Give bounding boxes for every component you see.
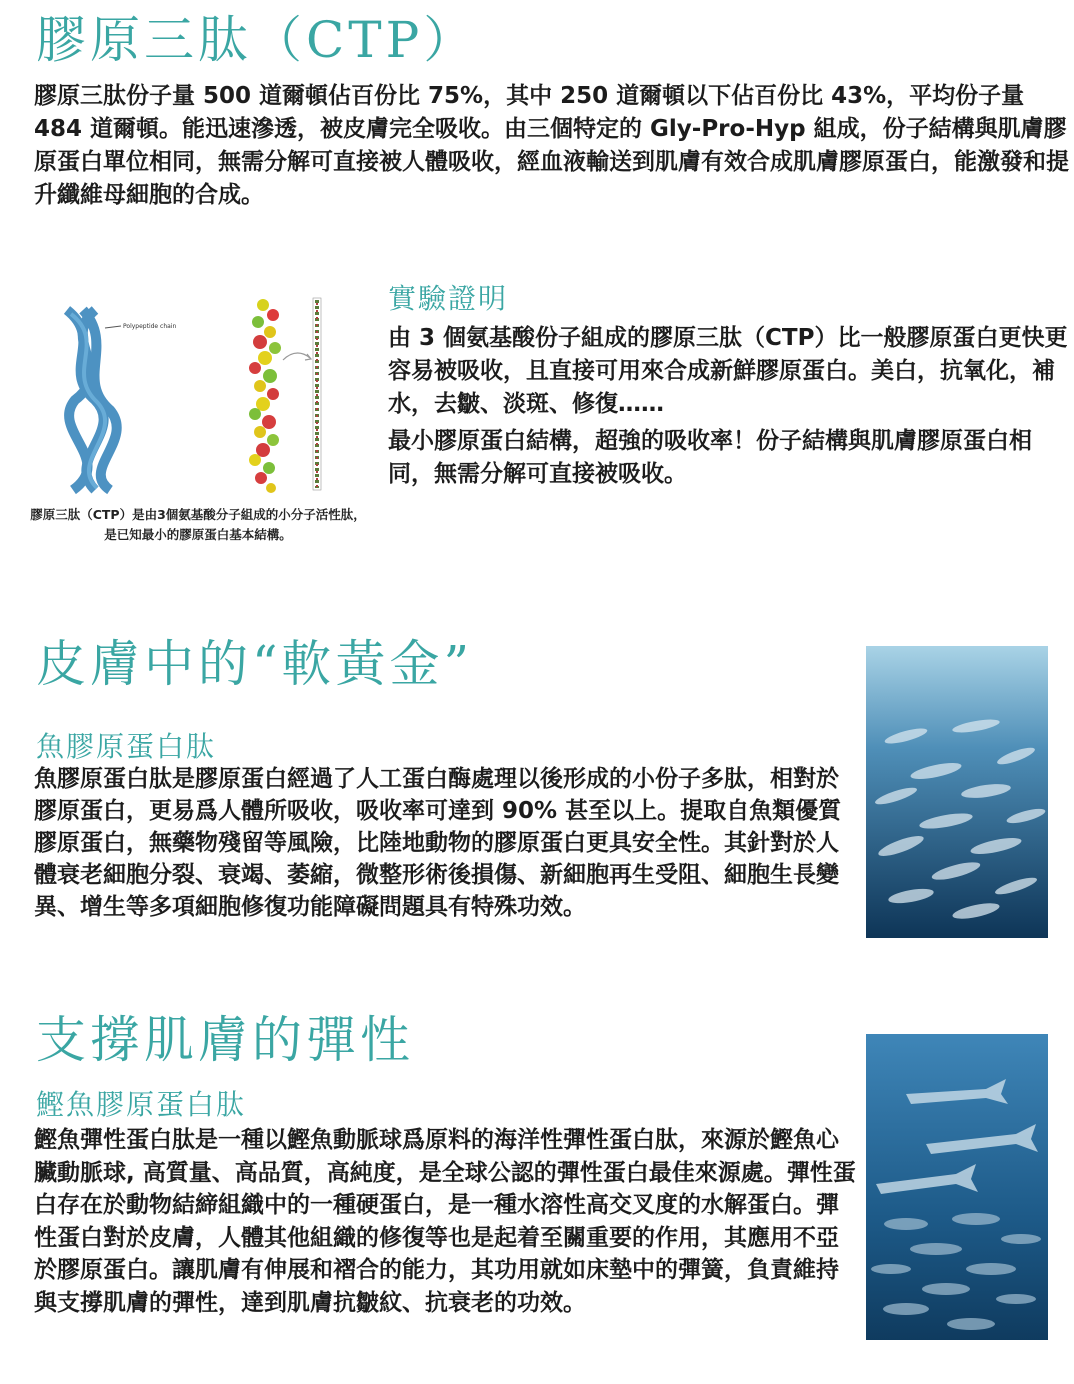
experiment-para-1: 由 3 個氨基酸份子組成的膠原三肽（CTP）比一般膠原蛋白更快更容易被吸收，且直接可用來合成新鮮膠原蛋白。美白，抗氧化，補水，去皺、淡斑、修復……: [388, 325, 1068, 417]
collagen-helix-illustration: [55, 290, 340, 495]
diagram-caption: 膠原三肽（CTP）是由3個氨基酸分子組成的小分子活性肽，是已知最小的膠原蛋白基本結構。: [30, 507, 366, 542]
fish-school-image: [866, 646, 1048, 938]
section2-body-text: 魚膠原蛋白肽是膠原蛋白經過了人工蛋白酶處理以後形成的小份子多肽，相對於膠原蛋白，更易爲人體所吸收，吸收率可達到 90% 甚至以上。提取自魚類優質膠原蛋白，無藥物殘留等風險，比陸地動物的膠原蛋白更具安全性。其針對於人體衰老細胞分裂、衰竭、萎縮，微整形術後損傷、新細胞再生受阻、細胞生長變異、增生等多項細胞修復功能障礙問題具有特殊功效。: [34, 766, 842, 920]
experiment-heading: 實驗證明: [388, 282, 509, 315]
polypeptide-chain-label: Polypeptide chain: [123, 323, 177, 330]
section3-title: 支撐肌膚的彈性: [36, 1011, 414, 1069]
section3-subtitle: 鰹魚膠原蛋白肽: [36, 1088, 247, 1121]
section3-body-text: 鰹魚彈性蛋白肽是一種以鰹魚動脈球爲原料的海洋性彈性蛋白肽，來源於鰹魚心臟動脈球, 高質量、高品質，高純度，是全球公認的彈性蛋白最佳來源處。彈性蛋白存在於動物結締組織中的一種硬蛋白，是一種水溶性高交叉度的水解蛋白。彈性蛋白對於皮膚，人體其他組織的修復等也是起着至關重要的作用，其應用不亞於膠原蛋白。讓肌膚有伸展和褶合的能力，其功用就如床墊中的彈簧，負責維持與支撐肌膚的彈性，達到肌膚抗皺紋、抗衰老的功效。: [34, 1127, 856, 1316]
section3-body: [34, 1124, 859, 1319]
section2-title: 皮膚中的“軟黃金”: [36, 635, 474, 693]
section1-title: 膠原三肽（CTP）: [36, 11, 478, 69]
section2-body: [34, 763, 859, 923]
experiment-body: [388, 322, 1070, 491]
tuna-school-image: [866, 1034, 1048, 1340]
experiment-para-2: 最小膠原蛋白結構，超強的吸收率！份子結構與肌膚膠原蛋白相同，無需分解可直接被吸收。: [388, 428, 1032, 487]
section1-body-text: 膠原三肽份子量 500 道爾頓佔百份比 75%，其中 250 道爾頓以下佔百份比 43%，平均份子量 484 道爾頓。能迅速滲透，被皮膚完全吸收。由三個特定的 Gly-Pro-Hyp 組成，份子結構與肌膚膠原蛋白單位相同，無需分解可直接被人體吸收，經血液輸送到肌膚有效合成肌膚膠原蛋白，能激發和提升纖維母細胞的合成。: [34, 83, 1069, 208]
section2-subtitle: 魚膠原蛋白肽: [36, 730, 217, 763]
collagen-diagram: [55, 290, 340, 495]
section1-body: [34, 80, 1070, 212]
